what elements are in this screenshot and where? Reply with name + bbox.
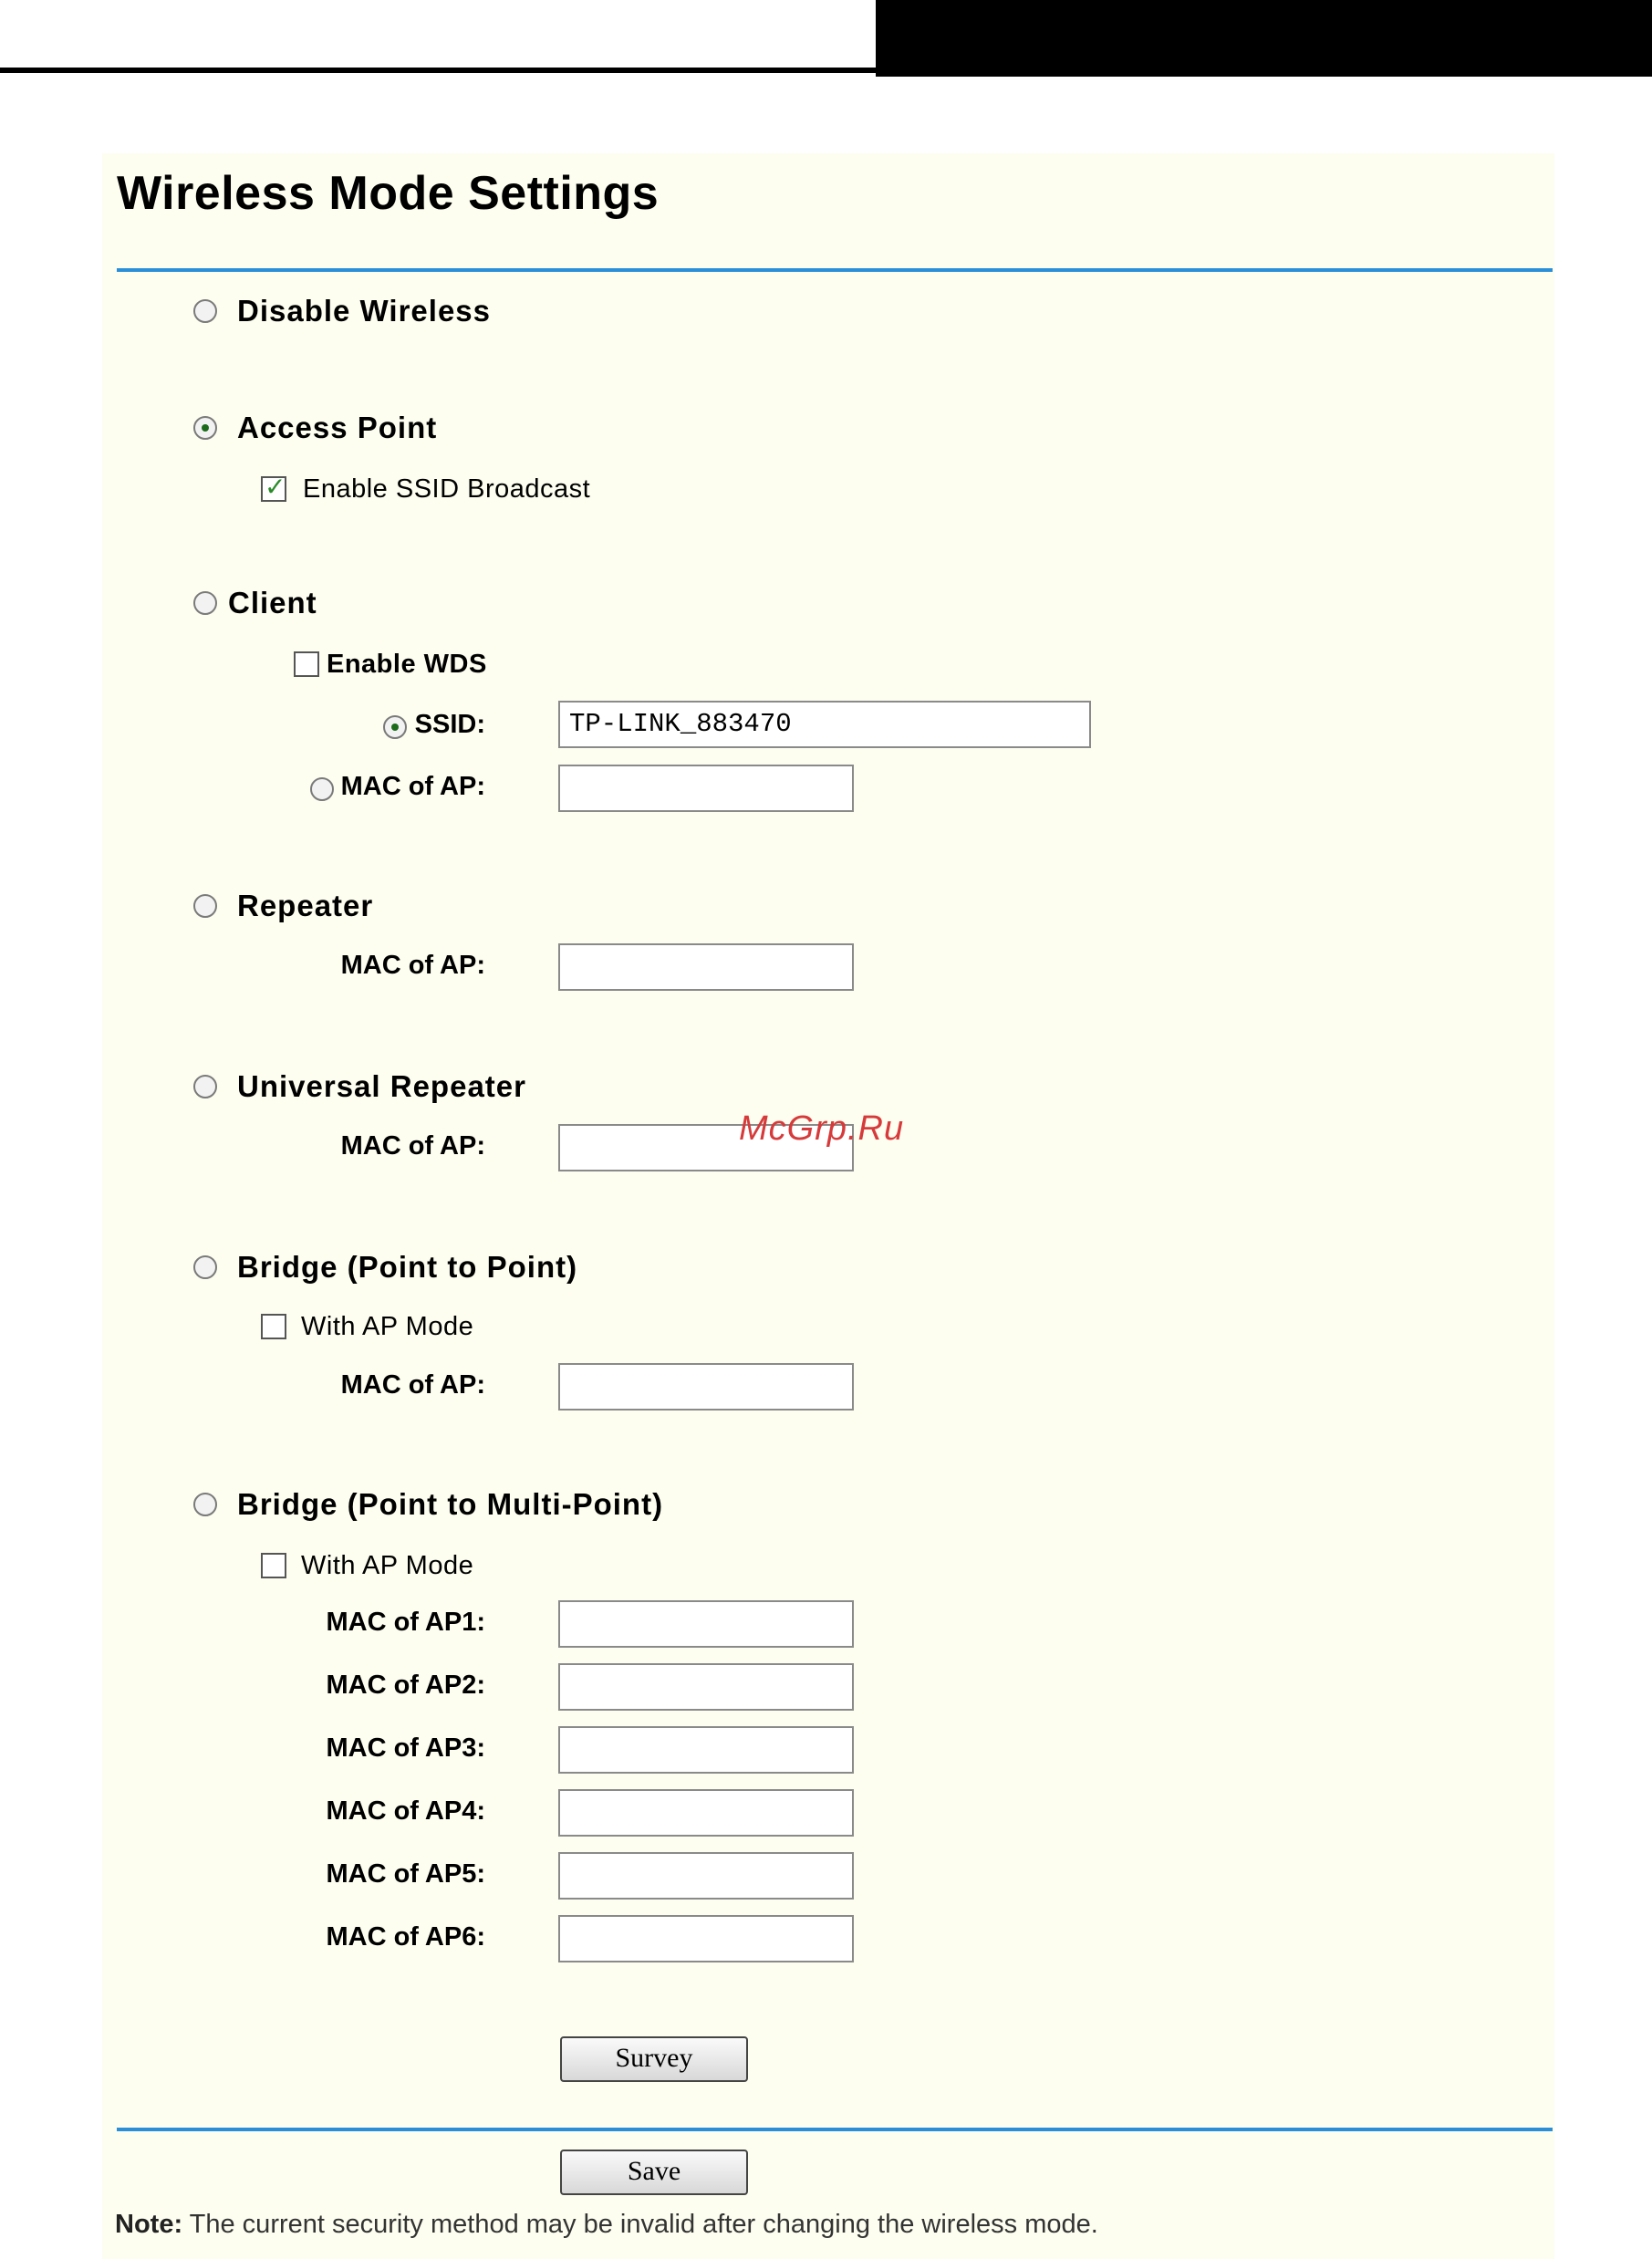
universal-repeater-mac-label: MAC of AP:: [340, 1131, 485, 1161]
enable-wds-label: Enable WDS: [327, 650, 487, 679]
bridge-p2mp-mac4-label: MAC of AP4:: [326, 1796, 485, 1826]
page-title: Wireless Mode Settings: [117, 167, 660, 220]
bridge-p2mp-radio[interactable]: [193, 1493, 217, 1516]
note-text: [115, 2210, 1098, 2240]
bridge-p2p-radio[interactable]: [193, 1255, 217, 1279]
bridge-p2mp-mac6-input[interactable]: [558, 1915, 854, 1962]
enable-ssid-broadcast-label: Enable SSID Broadcast: [303, 474, 591, 504]
bridge-p2p-mac-input[interactable]: [558, 1363, 854, 1411]
bridge-p2mp-mac4-input[interactable]: [558, 1789, 854, 1837]
access-point-radio[interactable]: [193, 416, 217, 440]
client-radio[interactable]: [193, 591, 217, 615]
disable-wireless-radio[interactable]: [193, 299, 217, 323]
top-divider: [117, 268, 1553, 272]
repeater-radio[interactable]: [193, 894, 217, 918]
enable-ssid-broadcast-checkbox[interactable]: [261, 476, 286, 502]
bridge-p2mp-mac2-label: MAC of AP2:: [326, 1671, 485, 1700]
bridge-p2p-mac-label: MAC of AP:: [340, 1370, 485, 1400]
bridge-p2mp-mac3-label: MAC of AP3:: [326, 1733, 485, 1763]
watermark-text: McGrp.Ru: [739, 1109, 905, 1148]
client-mac-input[interactable]: [558, 765, 854, 812]
bridge-p2p-label: Bridge (Point to Point): [237, 1250, 578, 1284]
bottom-divider: [117, 2128, 1553, 2131]
client-ssid-label: SSID:: [414, 710, 485, 739]
note-label: Note:: [115, 2210, 183, 2239]
bridge-p2p-ap-mode-checkbox[interactable]: [261, 1314, 286, 1339]
repeater-mac-label: MAC of AP:: [340, 951, 485, 980]
bridge-p2p-ap-mode-label: With AP Mode: [301, 1312, 474, 1341]
client-ssid-input[interactable]: TP-LINK_883470: [558, 701, 1091, 748]
bridge-p2mp-ap-mode-label: With AP Mode: [301, 1551, 474, 1580]
universal-repeater-radio[interactable]: [193, 1075, 217, 1098]
access-point-label: Access Point: [237, 411, 438, 444]
bridge-p2mp-mac1-input[interactable]: [558, 1600, 854, 1648]
bridge-p2mp-ap-mode-checkbox[interactable]: [261, 1553, 286, 1578]
top-bar-left: [0, 0, 876, 73]
top-bar-right: [876, 0, 1652, 77]
bridge-p2mp-mac5-input[interactable]: [558, 1852, 854, 1900]
bridge-p2mp-mac2-input[interactable]: [558, 1663, 854, 1711]
note-body: The current security method may be invalid after changing the wireless mode.: [189, 2210, 1098, 2239]
bridge-p2mp-label: Bridge (Point to Multi-Point): [237, 1487, 664, 1521]
client-label: Client: [228, 586, 317, 619]
disable-wireless-label: Disable Wireless: [237, 294, 492, 328]
bridge-p2mp-mac6-label: MAC of AP6:: [326, 1922, 485, 1952]
survey-button[interactable]: Survey: [560, 2036, 748, 2082]
bridge-p2mp-mac3-input[interactable]: [558, 1726, 854, 1774]
client-mac-label: MAC of AP:: [340, 772, 485, 801]
repeater-label: Repeater: [237, 889, 374, 922]
repeater-mac-input[interactable]: [558, 943, 854, 991]
save-button[interactable]: Save: [560, 2150, 748, 2195]
bridge-p2mp-mac1-label: MAC of AP1:: [326, 1608, 485, 1637]
universal-repeater-label: Universal Repeater: [237, 1069, 526, 1103]
enable-wds-checkbox[interactable]: [294, 651, 319, 677]
bridge-p2mp-mac5-label: MAC of AP5:: [326, 1859, 485, 1889]
